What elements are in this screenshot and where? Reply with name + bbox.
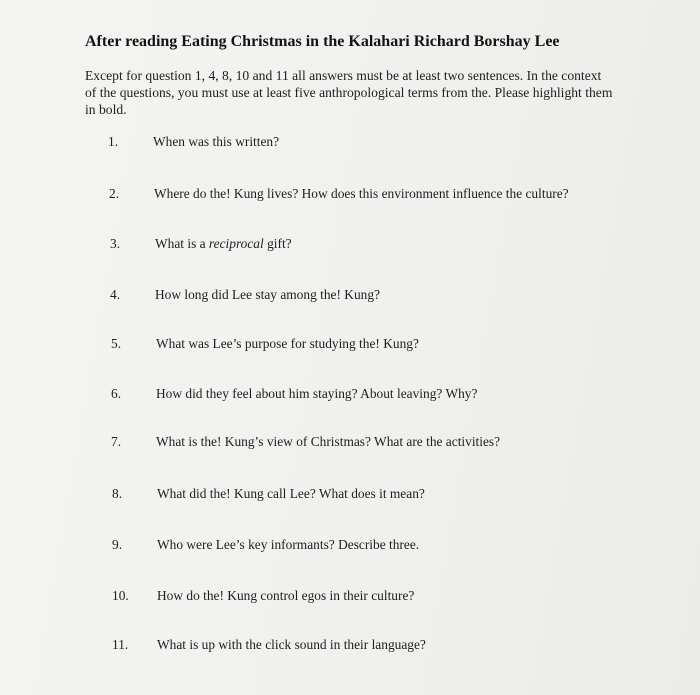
question-text: How long did Lee stay among the! Kung? bbox=[155, 287, 380, 302]
question-number: 5. bbox=[111, 336, 122, 351]
question-item bbox=[0, 134, 700, 156]
question-number: 4. bbox=[110, 287, 121, 302]
question-item bbox=[0, 186, 700, 208]
question-text: Where do the! Kung lives? How does this environment influence the culture? bbox=[154, 186, 569, 201]
question-number: 2. bbox=[109, 186, 120, 201]
question-text: How did they feel about him staying? About leaving? Why? bbox=[156, 386, 478, 401]
question-text bbox=[155, 236, 292, 252]
question-text-part: What is a bbox=[155, 236, 209, 251]
question-text: How do the! Kung control egos in their culture? bbox=[157, 588, 415, 603]
question-item bbox=[0, 537, 700, 559]
question-number: 7. bbox=[111, 434, 122, 449]
question-item bbox=[0, 287, 700, 309]
question-text: What did the! Kung call Lee? What does it mean? bbox=[157, 486, 425, 501]
italic-term: reciprocal bbox=[208, 236, 264, 251]
question-item bbox=[0, 588, 700, 610]
question-item bbox=[0, 336, 700, 358]
question-item bbox=[0, 637, 700, 659]
question-text: What is up with the click sound in their language? bbox=[157, 637, 426, 652]
question-item bbox=[0, 486, 700, 508]
question-text: When was this written? bbox=[153, 134, 280, 149]
question-number: 3. bbox=[110, 236, 121, 251]
document-title: After reading Eating Christmas in the Kalahari Richard Borshay Lee bbox=[85, 33, 560, 50]
instructions-paragraph: Except for question 1, 4, 8, 10 and 11 all answers must be at least two sentences. In the context of the questions, you must use at least five anthropological terms from the. Please highlight them in bold. bbox=[85, 68, 613, 117]
question-text: Who were Lee’s key informants? Describe three. bbox=[157, 537, 420, 552]
question-item bbox=[0, 386, 700, 408]
question-number: 8. bbox=[112, 486, 123, 501]
question-number: 10. bbox=[112, 588, 129, 603]
question-item bbox=[0, 434, 700, 456]
question-number: 1. bbox=[108, 134, 119, 149]
question-number: 9. bbox=[112, 537, 123, 552]
question-text: What was Lee’s purpose for studying the! Kung? bbox=[156, 336, 419, 351]
question-text-part: gift? bbox=[263, 236, 292, 251]
question-text: What is the! Kung’s view of Christmas? What are the activities? bbox=[156, 434, 501, 449]
question-item bbox=[0, 236, 700, 258]
question-number: 6. bbox=[111, 386, 122, 401]
question-number: 11. bbox=[112, 637, 129, 652]
